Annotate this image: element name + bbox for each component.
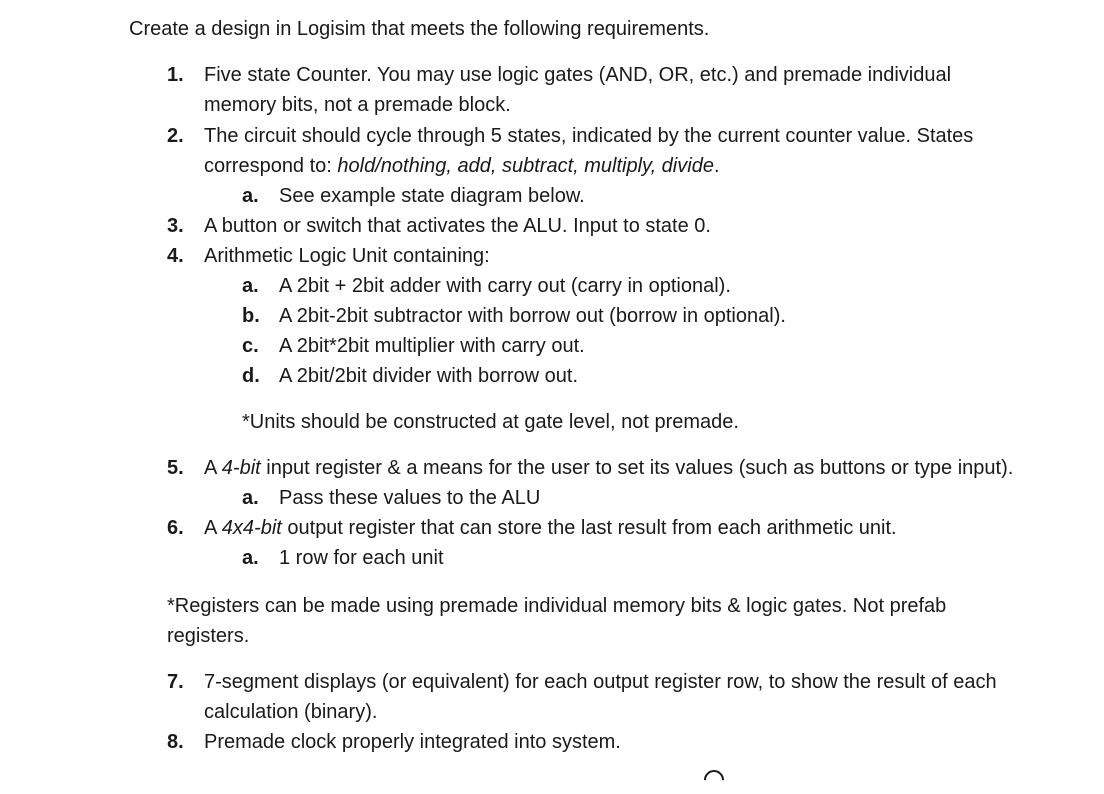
item-1-number: 1. [167,64,184,86]
item-6a-letter: a. [242,547,259,569]
item-6-number: 6. [167,517,184,539]
item-3-line-1: A button or switch that activates the ALU. Input to state 0. [204,215,711,237]
item-6a-text: 1 row for each unit [279,547,444,569]
item-2-line-2: correspond to: hold/nothing, add, subtract, multiply, divide. [204,155,720,177]
item-6-line-1: A 4x4-bit output register that can store the last result from each arithmetic unit. [204,517,897,539]
item-4b-letter: b. [242,305,260,327]
item-4c-text: A 2bit*2bit multiplier with carry out. [279,335,585,357]
item-3-number: 3. [167,215,184,237]
item-5-line-1: A 4-bit input register & a means for the user to set its values (such as buttons or type input). [204,457,1014,479]
item-7-line-1: 7-segment displays (or equivalent) for each output register row, to show the result of each [204,671,997,693]
item-2a-letter: a. [242,185,259,207]
item-4-number: 4. [167,245,184,267]
item-4-note: *Units should be constructed at gate level, not premade. [242,411,739,433]
item-5a-text: Pass these values to the ALU [279,487,541,509]
registers-note-line-1: *Registers can be made using premade individual memory bits & logic gates. Not prefab [167,595,947,617]
item-4b-text: A 2bit-2bit subtractor with borrow out (borrow in optional). [279,305,786,327]
registers-note-line-2: registers. [167,625,250,647]
item-2-line-1: The circuit should cycle through 5 states, indicated by the current counter value. States [204,125,974,147]
item-4-line-1: Arithmetic Logic Unit containing: [204,245,490,267]
item-7-line-2: calculation (binary). [204,701,378,723]
item-4a-text: A 2bit + 2bit adder with carry out (carry in optional). [279,275,731,297]
item-4d-text: A 2bit/2bit divider with borrow out. [279,365,579,387]
item-5-number: 5. [167,457,184,479]
item-8-number: 8. [167,731,184,753]
item-5a-letter: a. [242,487,259,509]
item-1-line-1: Five state Counter. You may use logic gates (AND, OR, etc.) and premade individual [204,64,952,86]
item-4d-letter: d. [242,365,260,387]
item-2-number: 2. [167,125,184,147]
item-4c-letter: c. [242,335,259,357]
item-1-line-2: memory bits, not a premade block. [204,94,511,116]
item-2a-text: See example state diagram below. [279,185,585,207]
item-7-number: 7. [167,671,184,693]
item-8-line-1: Premade clock properly integrated into system. [204,731,621,753]
intro-text: Create a design in Logisim that meets the following requirements. [129,18,710,40]
item-4a-letter: a. [242,275,259,297]
